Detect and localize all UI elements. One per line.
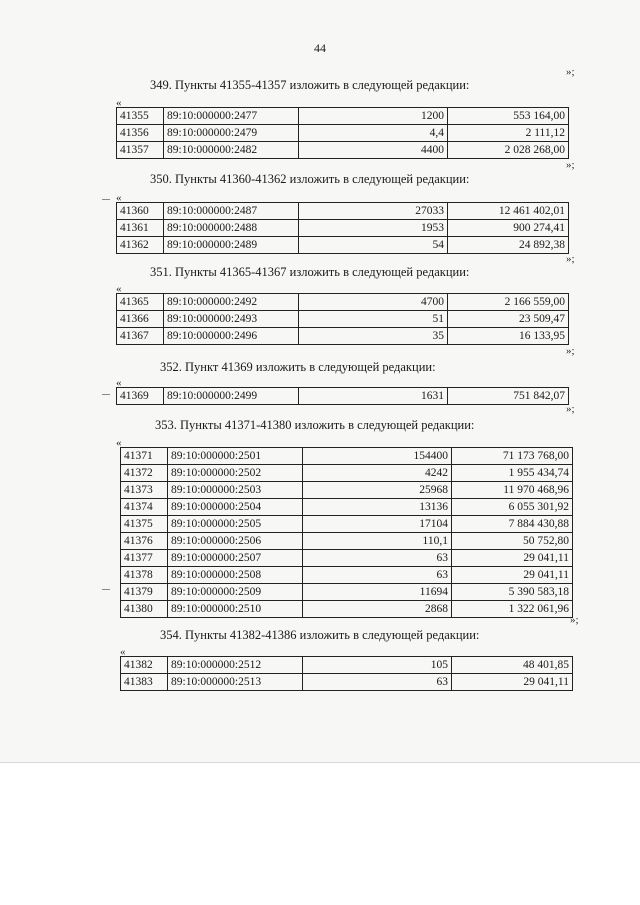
- cell-cost: 2 166 559,00: [448, 294, 569, 311]
- cell-area: 13136: [303, 499, 452, 516]
- cell-cadastral: 89:10:000000:2492: [164, 294, 299, 311]
- cell-cadastral: 89:10:000000:2509: [168, 584, 303, 601]
- cell-number: 41380: [121, 601, 168, 618]
- cell-cadastral: 89:10:000000:2489: [164, 237, 299, 254]
- cell-area: 35: [299, 328, 448, 345]
- cell-area: 11694: [303, 584, 452, 601]
- cell-area: 63: [303, 567, 452, 584]
- cell-cost: 5 390 583,18: [452, 584, 573, 601]
- cell-cadastral: 89:10:000000:2488: [164, 220, 299, 237]
- table-row: [117, 328, 569, 345]
- cell-area: 4400: [299, 142, 448, 159]
- table-row: [121, 567, 573, 584]
- cell-cost: 11 970 468,96: [452, 482, 573, 499]
- closing-quote: »;: [566, 253, 575, 265]
- opening-quote: «: [116, 377, 122, 389]
- cell-cadastral: 89:10:000000:2496: [164, 328, 299, 345]
- cell-area: 63: [303, 674, 452, 691]
- opening-quote: «: [116, 437, 122, 449]
- cell-area: 25968: [303, 482, 452, 499]
- cell-cost: 24 892,38: [448, 237, 569, 254]
- cell-number: 41369: [117, 388, 164, 405]
- table-349: [116, 107, 569, 159]
- cell-area: 17104: [303, 516, 452, 533]
- table-row: [121, 533, 573, 550]
- table-row: [121, 550, 573, 567]
- cell-cost: 2 111,12: [448, 125, 569, 142]
- cell-number: 41357: [117, 142, 164, 159]
- cell-area: 4242: [303, 465, 452, 482]
- section-heading-353: 353. Пункты 41371-41380 изложить в следующей редакции:: [155, 418, 475, 432]
- cell-cost: 23 509,47: [448, 311, 569, 328]
- cell-cadastral: 89:10:000000:2506: [168, 533, 303, 550]
- cell-area: 4700: [299, 294, 448, 311]
- cell-cost: 50 752,80: [452, 533, 573, 550]
- cell-area: 27033: [299, 203, 448, 220]
- table-row: [117, 220, 569, 237]
- section-heading-354: 354. Пункты 41382-41386 изложить в следующей редакции:: [160, 628, 480, 642]
- cell-number: 41374: [121, 499, 168, 516]
- opening-quote: «: [120, 646, 126, 658]
- section-heading-349: 349. Пункты 41355-41357 изложить в следующей редакции:: [150, 78, 470, 92]
- opening-quote: «: [116, 192, 122, 204]
- cell-cost: 751 842,07: [448, 388, 569, 405]
- cell-number: 41362: [117, 237, 164, 254]
- cell-cost: 900 274,41: [448, 220, 569, 237]
- cell-cadastral: 89:10:000000:2502: [168, 465, 303, 482]
- cell-number: 41361: [117, 220, 164, 237]
- cell-cadastral: 89:10:000000:2487: [164, 203, 299, 220]
- cell-number: 41366: [117, 311, 164, 328]
- table-row: [117, 388, 569, 405]
- cell-cost: 71 173 768,00: [452, 448, 573, 465]
- table-352: [116, 387, 569, 405]
- table-row: [117, 237, 569, 254]
- cell-number: 41360: [117, 203, 164, 220]
- cell-cadastral: 89:10:000000:2493: [164, 311, 299, 328]
- table-row: [121, 499, 573, 516]
- cell-cadastral: 89:10:000000:2501: [168, 448, 303, 465]
- cell-cadastral: 89:10:000000:2513: [168, 674, 303, 691]
- table-row: [121, 516, 573, 533]
- margin-mark: [102, 199, 110, 200]
- table-row: [117, 125, 569, 142]
- cell-area: 2868: [303, 601, 452, 618]
- cell-number: 41376: [121, 533, 168, 550]
- cell-area: 110,1: [303, 533, 452, 550]
- cell-cost: 29 041,11: [452, 674, 573, 691]
- cell-cadastral: 89:10:000000:2510: [168, 601, 303, 618]
- cell-number: 41365: [117, 294, 164, 311]
- cell-cost: 1 322 061,96: [452, 601, 573, 618]
- cell-area: 54: [299, 237, 448, 254]
- cell-cost: 48 401,85: [452, 657, 573, 674]
- table-row: [117, 294, 569, 311]
- cell-area: 154400: [303, 448, 452, 465]
- cell-area: 105: [303, 657, 452, 674]
- cell-cost: 16 133,95: [448, 328, 569, 345]
- cell-number: 41372: [121, 465, 168, 482]
- cell-number: 41375: [121, 516, 168, 533]
- cell-number: 41378: [121, 567, 168, 584]
- cell-cadastral: 89:10:000000:2477: [164, 108, 299, 125]
- cell-cadastral: 89:10:000000:2507: [168, 550, 303, 567]
- table-row: [121, 465, 573, 482]
- cell-cost: 1 955 434,74: [452, 465, 573, 482]
- table-row: [117, 203, 569, 220]
- cell-area: 63: [303, 550, 452, 567]
- section-heading-351: 351. Пункты 41365-41367 изложить в следующей редакции:: [150, 265, 470, 279]
- table-350: [116, 202, 569, 254]
- cell-area: 51: [299, 311, 448, 328]
- closing-quote: »;: [566, 66, 575, 78]
- cell-cadastral: 89:10:000000:2499: [164, 388, 299, 405]
- cell-cadastral: 89:10:000000:2503: [168, 482, 303, 499]
- cell-area: 1631: [299, 388, 448, 405]
- table-354: [120, 656, 573, 691]
- table-row: [121, 584, 573, 601]
- table-row: [121, 448, 573, 465]
- closing-quote: »;: [570, 614, 579, 626]
- cell-number: 41382: [121, 657, 168, 674]
- cell-cadastral: 89:10:000000:2512: [168, 657, 303, 674]
- table-row: [121, 674, 573, 691]
- table-row: [117, 311, 569, 328]
- cell-cadastral: 89:10:000000:2504: [168, 499, 303, 516]
- cell-number: 41355: [117, 108, 164, 125]
- cell-number: 41356: [117, 125, 164, 142]
- table-row: [117, 142, 569, 159]
- table-353: [120, 447, 573, 618]
- table-row: [121, 657, 573, 674]
- cell-number: 41371: [121, 448, 168, 465]
- cell-area: 1200: [299, 108, 448, 125]
- table-row: [117, 108, 569, 125]
- cell-cadastral: 89:10:000000:2508: [168, 567, 303, 584]
- cell-number: 41377: [121, 550, 168, 567]
- opening-quote: «: [116, 97, 122, 109]
- cell-number: 41383: [121, 674, 168, 691]
- section-heading-352: 352. Пункт 41369 изложить в следующей редакции:: [160, 360, 436, 374]
- cell-cost: 2 028 268,00: [448, 142, 569, 159]
- cell-number: 41373: [121, 482, 168, 499]
- cell-number: 41367: [117, 328, 164, 345]
- table-row: [121, 482, 573, 499]
- closing-quote: »;: [566, 159, 575, 171]
- cell-cadastral: 89:10:000000:2479: [164, 125, 299, 142]
- cell-cost: 553 164,00: [448, 108, 569, 125]
- cell-cadastral: 89:10:000000:2482: [164, 142, 299, 159]
- margin-mark: [102, 394, 110, 395]
- closing-quote: »;: [566, 403, 575, 415]
- table-row: [121, 601, 573, 618]
- cell-cost: 12 461 402,01: [448, 203, 569, 220]
- cell-cost: 6 055 301,92: [452, 499, 573, 516]
- page-number: 44: [314, 41, 326, 55]
- cell-number: 41379: [121, 584, 168, 601]
- margin-mark: [102, 589, 110, 590]
- table-351: [116, 293, 569, 345]
- cell-cost: 29 041,11: [452, 567, 573, 584]
- cell-cadastral: 89:10:000000:2505: [168, 516, 303, 533]
- cell-cost: 7 884 430,88: [452, 516, 573, 533]
- cell-area: 1953: [299, 220, 448, 237]
- cell-area: 4,4: [299, 125, 448, 142]
- section-heading-350: 350. Пункты 41360-41362 изложить в следующей редакции:: [150, 172, 470, 186]
- opening-quote: «: [116, 283, 122, 295]
- cell-cost: 29 041,11: [452, 550, 573, 567]
- closing-quote: »;: [566, 345, 575, 357]
